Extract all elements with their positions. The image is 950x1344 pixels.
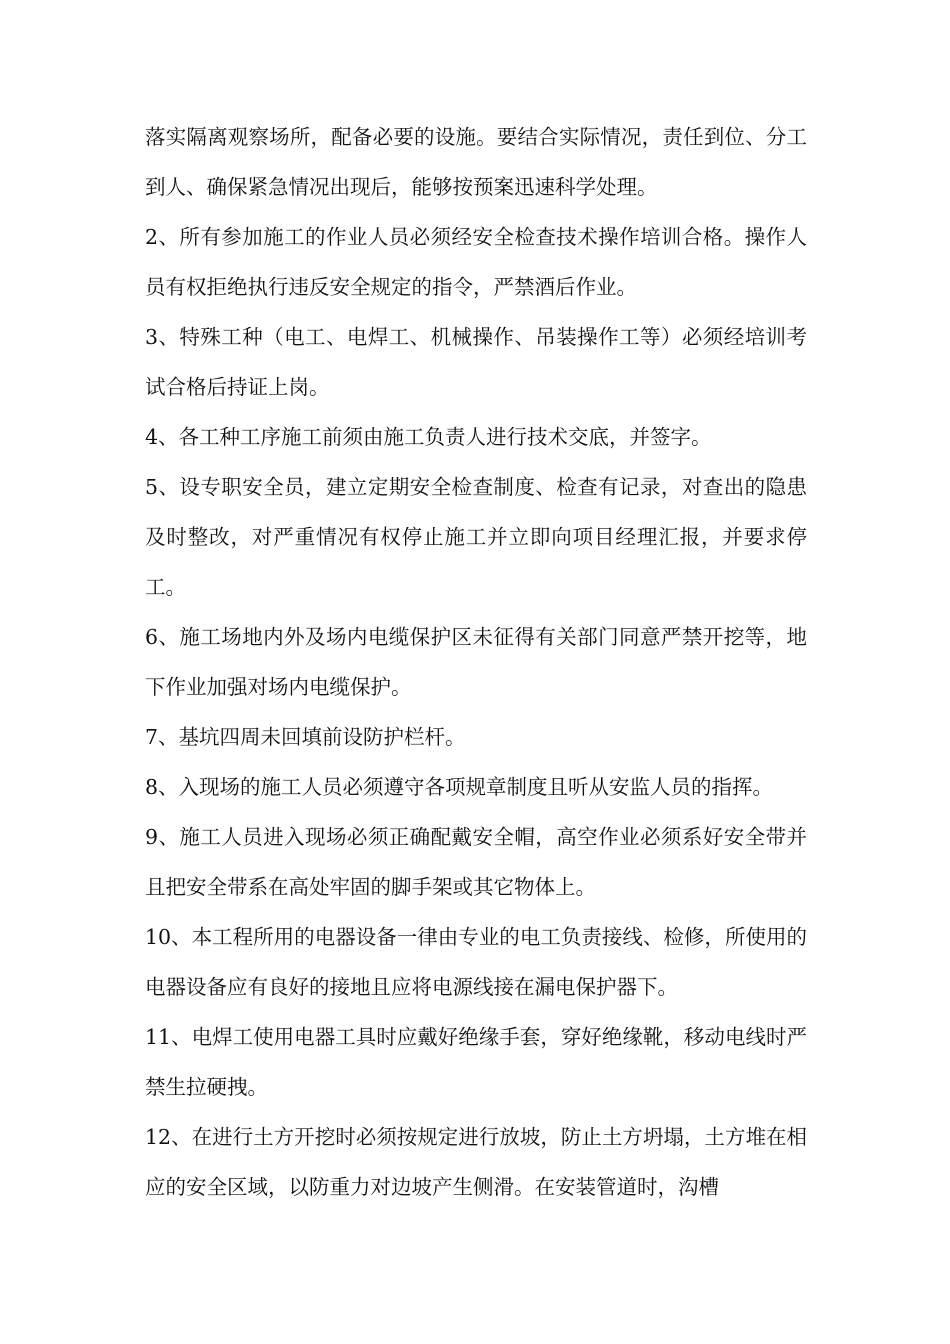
document-body — [145, 112, 807, 1212]
paragraph-item-8: 8、入现场的施工人员必须遵守各项规章制度且听从安监人员的指挥。 — [145, 775, 774, 799]
paragraph-item-5: 5、设专职安全员，建立定期安全检查制度、检查有记录，对查出的隐患及时整改，对严重情况有权停止施工并立即向项目经理汇报，并要求停工。 — [145, 475, 807, 599]
paragraph-item-9: 9、施工人员进入现场必须正确配戴安全帽，高空作业必须系好安全带并且把安全带系在高处牢固的脚手架或其它物体上。 — [145, 825, 807, 899]
paragraph-item-7: 7、基坑四周未回填前设防护栏杆。 — [145, 725, 466, 749]
paragraph-item-2: 2、所有参加施工的作业人员必须经安全检查技术操作培训合格。操作人员有权拒绝执行违反安全规定的指令，严禁酒后作业。 — [145, 225, 807, 299]
paragraph-item-3: 3、特殊工种（电工、电焊工、机械操作、吊装操作工等）必须经培训考试合格后持证上岗。 — [145, 325, 807, 399]
paragraph-item-11: 11、电焊工使用电器工具时应戴好绝缘手套，穿好绝缘靴，移动电线时严禁生拉硬拽。 — [145, 1025, 807, 1099]
paragraph-item-6: 6、施工场地内外及场内电缆保护区未征得有关部门同意严禁开挖等，地下作业加强对场内电缆保护。 — [145, 625, 807, 699]
paragraph-continuation: 落实隔离观察场所，配备必要的设施。要结合实际情况，责任到位、分工到人、确保紧急情况出现后，能够按预案迅速科学处理。 — [145, 125, 807, 199]
paragraph-item-10: 10、本工程所用的电器设备一律由专业的电工负责接线、检修，所使用的电器设备应有良好的接地且应将电源线接在漏电保护器下。 — [145, 925, 807, 999]
paragraph-item-4: 4、各工种工序施工前须由施工负责人进行技术交底，并签字。 — [145, 425, 712, 449]
paragraph-item-12: 12、在进行土方开挖时必须按规定进行放坡，防止土方坍塌，土方堆在相应的安全区域，以防重力对边坡产生侧滑。在安装管道时，沟槽 — [145, 1125, 807, 1199]
